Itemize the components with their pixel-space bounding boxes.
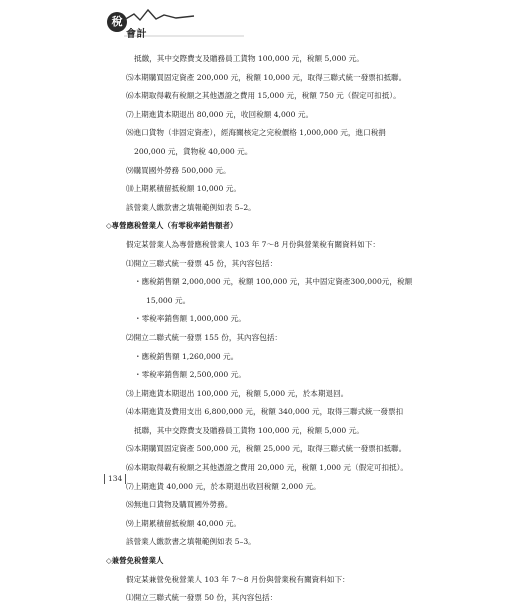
text-line: ⑻進口貨物（非固定資產），經海關核定之完稅價格 1,000,000 元，進口稅捐: [126, 128, 386, 138]
text-line: ・應稅銷售額 1,260,000 元。: [134, 351, 239, 361]
logo-character: 稅: [111, 15, 123, 28]
text-line: ⑴開立三聯式統一發票 45 份，其內容包括：: [126, 258, 278, 268]
text-line: ⑷本期進貨及費用支出 6,800,000 元，稅額 340,000 元，取得三聯式統一發票扣: [126, 407, 404, 417]
text-line: ⑸本期購買固定資產 500,000 元，稅額 25,000 元，取得三聯式統一發票扣抵聯。: [126, 444, 407, 454]
text-line: ⑴開立三聯式統一發票 50 份，其內容包括：: [126, 593, 278, 603]
publisher-logo: [104, 6, 254, 40]
section-heading: ◇專營應稅營業人（有零稅率銷售額者）: [106, 221, 238, 231]
logo-subtitle: 會計: [126, 29, 147, 40]
text-line: ⑼上期累積留抵稅額 40,000 元。: [126, 518, 241, 528]
text-line: ⑺上期進貨 40,000 元，於本期退出收回稅額 2,000 元。: [126, 481, 321, 491]
text-line: ⑹本期取得載有稅額之其他憑證之費用 20,000 元，稅額 1,000 元（假定可扣抵）。: [126, 463, 408, 473]
document-body: [106, 50, 428, 608]
section-heading: ◇兼營免稅營業人: [106, 556, 164, 566]
text-line: 該營業人繳款書之填報範例如表 5–3。: [126, 537, 256, 547]
text-line: 假定某營業人為專營應稅營業人 103 年 7～8 月份與營業稅有關資料如下：: [126, 239, 381, 249]
text-line: ⑹本期取得載有稅額之其他憑證之費用 15,000 元，稅額 750 元（假定可扣抵）。: [126, 91, 401, 101]
page-number: 134: [104, 474, 126, 484]
text-line: 200,000 元，貨物稅 40,000 元。: [134, 146, 253, 156]
text-line: ⑸本期購買固定資產 200,000 元，稅額 10,000 元，取得三聯式統一發票扣抵聯。: [126, 72, 407, 82]
text-line: ⑼購買國外勞務 500,000 元。: [126, 165, 231, 175]
text-line: ・零稅率銷售額 2,500,000 元。: [134, 370, 246, 380]
text-line: ⑶上期進貨本期退出 100,000 元，稅額 5,000 元，於本期退回。: [126, 388, 349, 398]
text-line: ・應稅銷售額 2,000,000 元，稅額 100,000 元，其中固定資產300,000元，稅額: [134, 277, 413, 287]
text-line: 假定某兼營免稅營業人 103 年 7～8 月份與營業稅有關資料如下：: [126, 574, 350, 584]
text-line: 抵繳，其中交際費支及贈務員工貨物 100,000 元，稅額 5,000 元。: [134, 54, 364, 63]
text-line: ⑽上期累積留抵稅額 10,000 元。: [126, 184, 241, 194]
text-line: ⑵開立二聯式統一發票 155 份，其內容包括：: [126, 332, 283, 342]
text-line: 抵聯，其中交際費支及贈務員工貨物 100,000 元，稅額 5,000 元。: [134, 425, 364, 435]
text-line: 15,000 元。: [146, 295, 191, 305]
text-line: ⑻無進口貨物及購買國外勞務。: [126, 500, 233, 510]
text-line: ・零稅率銷售額 1,000,000 元。: [134, 314, 246, 324]
text-line: ⑺上期進貨本期退出 80,000 元，收回稅額 4,000 元。: [126, 109, 314, 119]
text-line: 該營業人繳款書之填報範例如表 5–2。: [126, 202, 256, 212]
